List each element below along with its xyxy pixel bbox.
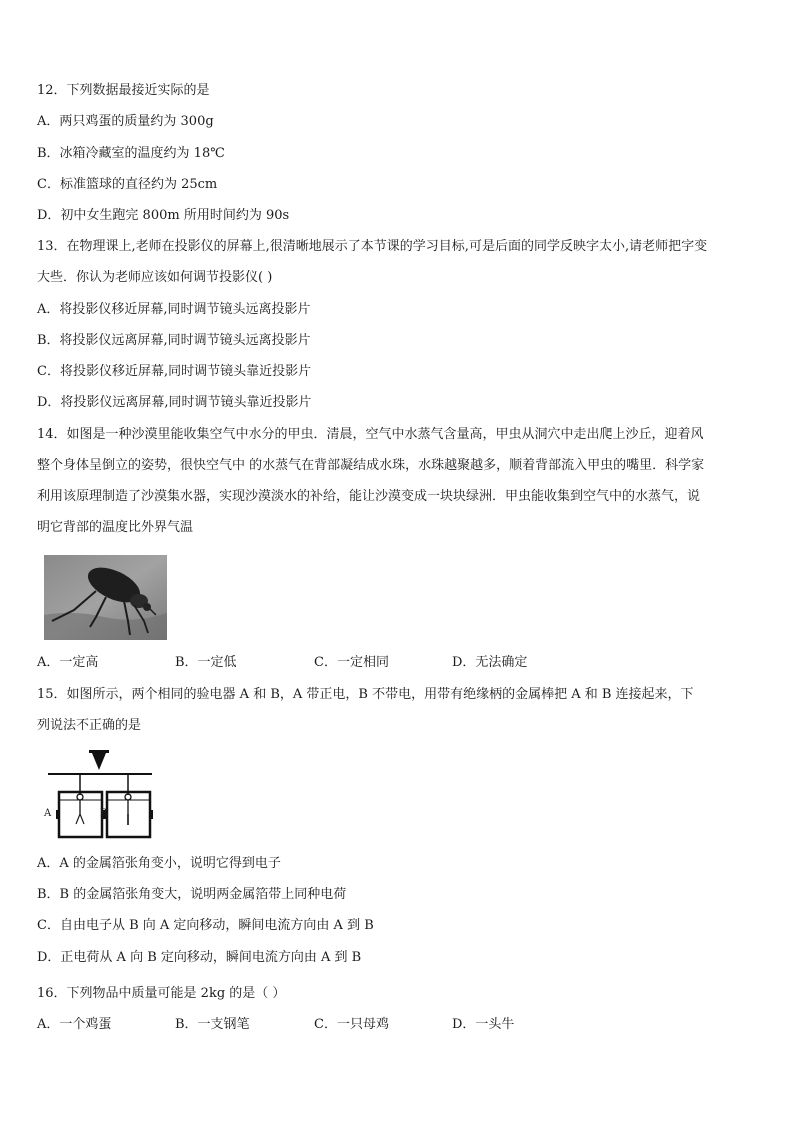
q16-option-a: A．一个鸡蛋 — [37, 1017, 112, 1032]
q15-option-c: C．自由电子从 B 向 A 定向移动，瞬间电流方向由 A 到 B — [37, 918, 374, 933]
q13-stem-line-1: 13．在物理课上,老师在投影仪的屏幕上,很清晰地展示了本节课的学习目标,可是后面的同学反映字太小,请老师把字变 — [37, 239, 708, 254]
electroscope-label-b: B — [100, 808, 108, 819]
q15-option-a: A．A 的金属箔张角变小，说明它得到电子 — [37, 856, 281, 871]
q13-stem-line-2: 大些．你认为老师应该如何调节投影仪( ) — [37, 270, 273, 285]
q15-option-b: B．B 的金属箔张角变大，说明两金属箔带上同种电荷 — [37, 887, 347, 902]
q13-option-a: A．将投影仪移近屏幕,同时调节镜头远离投影片 — [37, 302, 311, 317]
q16-stem: 16．下列物品中质量可能是 2kg 的是（ ） — [37, 986, 286, 1001]
q13-option-b: B．将投影仪远离屏幕,同时调节镜头远离投影片 — [37, 333, 311, 348]
q14-option-b: B．一定低 — [175, 655, 237, 670]
q15-stem-line-1: 15．如图所示，两个相同的验电器 A 和 B，A 带正电，B 不带电，用带有绝缘柄的金属棒把 A 和 B 连接起来，下 — [37, 687, 694, 702]
q12-option-a: A．两只鸡蛋的质量约为 300g — [37, 114, 214, 129]
q14-stem-line-4: 明它背部的温度比外界气温 — [37, 520, 194, 535]
q16-option-c: C．一只母鸡 — [314, 1017, 389, 1032]
q12-option-c: C．标准篮球的直径约为 25cm — [37, 177, 218, 192]
q14-option-d: D．无法确定 — [452, 655, 528, 670]
electroscope-diagram — [44, 750, 154, 840]
q12-option-b: B．冰箱冷藏室的温度约为 18℃ — [37, 146, 225, 161]
q12-option-d: D．初中女生跑完 800m 所用时间约为 90s — [37, 208, 290, 223]
beetle-photo — [44, 555, 167, 640]
q14-stem-line-1: 14．如图是一种沙漠里能收集空气中水分的甲虫．清晨，空气中水蒸气含量高，甲虫从洞穴中走出爬上沙丘，迎着风 — [37, 427, 704, 442]
q13-option-d: D．将投影仪远离屏幕,同时调节镜头靠近投影片 — [37, 395, 312, 410]
q15-stem-line-2: 列说法不正确的是 — [37, 718, 142, 733]
q15-option-d: D．正电荷从 A 向 B 定向移动，瞬间电流方向由 A 到 B — [37, 950, 362, 965]
q16-option-b: B．一支钢笔 — [175, 1017, 250, 1032]
q13-option-c: C．将投影仪移近屏幕,同时调节镜头靠近投影片 — [37, 364, 312, 379]
q14-stem-line-2: 整个身体呈倒立的姿势，很快空气中 的水蒸气在背部凝结成水珠，水珠越聚越多，顺着背部流入甲虫的嘴里．科学家 — [37, 458, 705, 473]
electroscope-label-a: A — [44, 808, 52, 819]
q12-stem: 12．下列数据最接近实际的是 — [37, 83, 210, 98]
q14-stem-line-3: 利用该原理制造了沙漠集水器，实现沙漠淡水的补给，能让沙漠变成一块块绿洲．甲虫能收集到空气中的水蒸气，说 — [37, 489, 701, 504]
q16-option-d: D．一头牛 — [452, 1017, 515, 1032]
q14-option-c: C．一定相同 — [314, 655, 389, 670]
q14-option-a: A．一定高 — [37, 655, 99, 670]
